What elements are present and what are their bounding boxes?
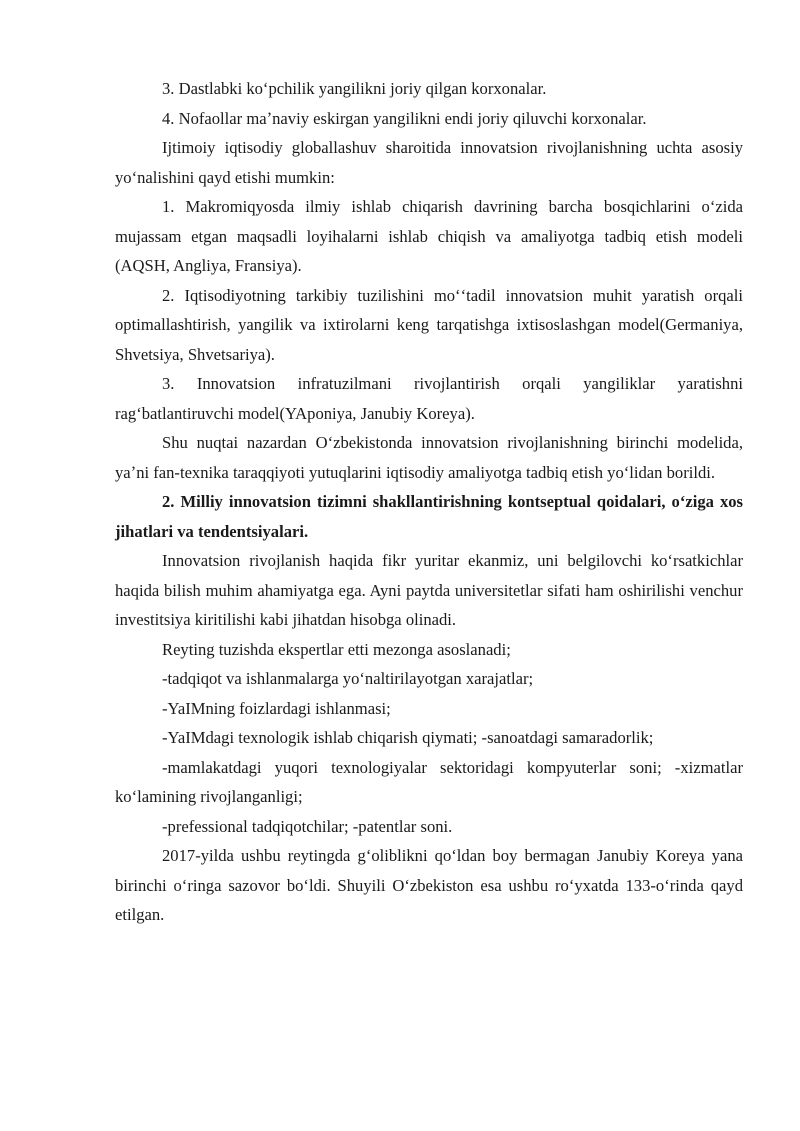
paragraph-2017-rating: 2017-yilda ushbu reytingda gʻoliblikni qoʻldan boy bermagan Janubiy Koreya yana birinchi oʻringa sazovor boʻldi. Shuyili Oʻzbekiston esa ushbu roʻyxatda 133-oʻrinda qayd etilgan.	[115, 846, 743, 924]
criterion-gdp-percent: -YaIMning foizlardagi ishlanmasi;	[162, 698, 391, 718]
criterion-computers-services: -mamlakatdagi yuqori texnologiyalar sektoridagi kompyuterlar soni; -xizmatlar koʻlamining rivojlanganligi;	[115, 757, 743, 806]
list-item-3-infrastructure-model: 3. Innovatsion infratuzilmani rivojlantirish orqali yangiliklar yaratishni ragʻbatlantiruvchi model(YAponiya, Janubiy Koreya).	[115, 374, 743, 423]
criterion-rd-expenses: -tadqiqot va ishlanmalarga yoʻnaltirilayotgan xarajatlar;	[162, 669, 534, 688]
list-item-2-structural-model: 2. Iqtisodiyotning tarkibiy tuzilishini moʻʻtadil innovatsion muhit yaratish orqali optimallashtirish, yangilik va ixtirolarni keng tarqatishga ixtisoslashgan model(Germaniya, Shvetsiya, Shvetsariya).	[115, 285, 743, 364]
paragraph-innovation-indicators: Innovatsion rivojlanish haqida fikr yuritar ekanmiz, uni belgilovchi koʻrsatkichlar haqida bilish muhim ahamiyatga ega. Ayni paytda universitetlar sifati ham oshirilishi venchur investitsiya kiritilishi kabi jihatdan hisobga olinadi.	[115, 551, 743, 629]
document-page	[115, 74, 743, 930]
criterion-researchers-patents: -prefessional tadqiqotchilar; -patentlar soni.	[162, 816, 453, 836]
criterion-tech-production: -YaIMdagi texnologik ishlab chiqarish qiymati; -sanoatdagi samaradorlik;	[162, 728, 654, 747]
list-item-4-inactive-enterprises: 4. Nofaollar maʼnaviy eskirgan yangilikni endi joriy qiluvchi korxonalar.	[162, 108, 647, 128]
list-item-3-leading-enterprises: 3. Dastlabki koʻpchilik yangilikni joriy qilgan korxonalar.	[162, 79, 547, 98]
section-heading: 2. Milliy innovatsion tizimni shakllantirishning kontseptual qoidalari, oʻziga xos jihatlari va tendentsiyalari.	[115, 492, 743, 541]
paragraph-rating-criteria: Reyting tuzishda ekspertlar etti mezonga asoslanadi;	[162, 639, 511, 659]
list-item-1-macro-model: 1. Makromiqyosda ilmiy ishlab chiqarish davrining barcha bosqichlarini oʻzida mujassam etgan maqsadli loyihalarni ishlab chiqish va amaliyotga tadbiq etish modeli (AQSH, Angliya, Fransiya).	[115, 197, 743, 275]
paragraph-globalization-directions: Ijtimoiy iqtisodiy globallashuv sharoitida innovatsion rivojlanishning uchta asosiy yoʻnalishini qayd etishi mumkin:	[115, 138, 743, 187]
paragraph-uzbekistan-first-model: Shu nuqtai nazardan Oʻzbekistonda innovatsion rivojlanishning birinchi modelida, yaʼni fan-texnika taraqqiyoti yutuqlarini iqtisodiy amaliyotga tadbiq etish yoʻlidan borildi.	[115, 433, 743, 482]
